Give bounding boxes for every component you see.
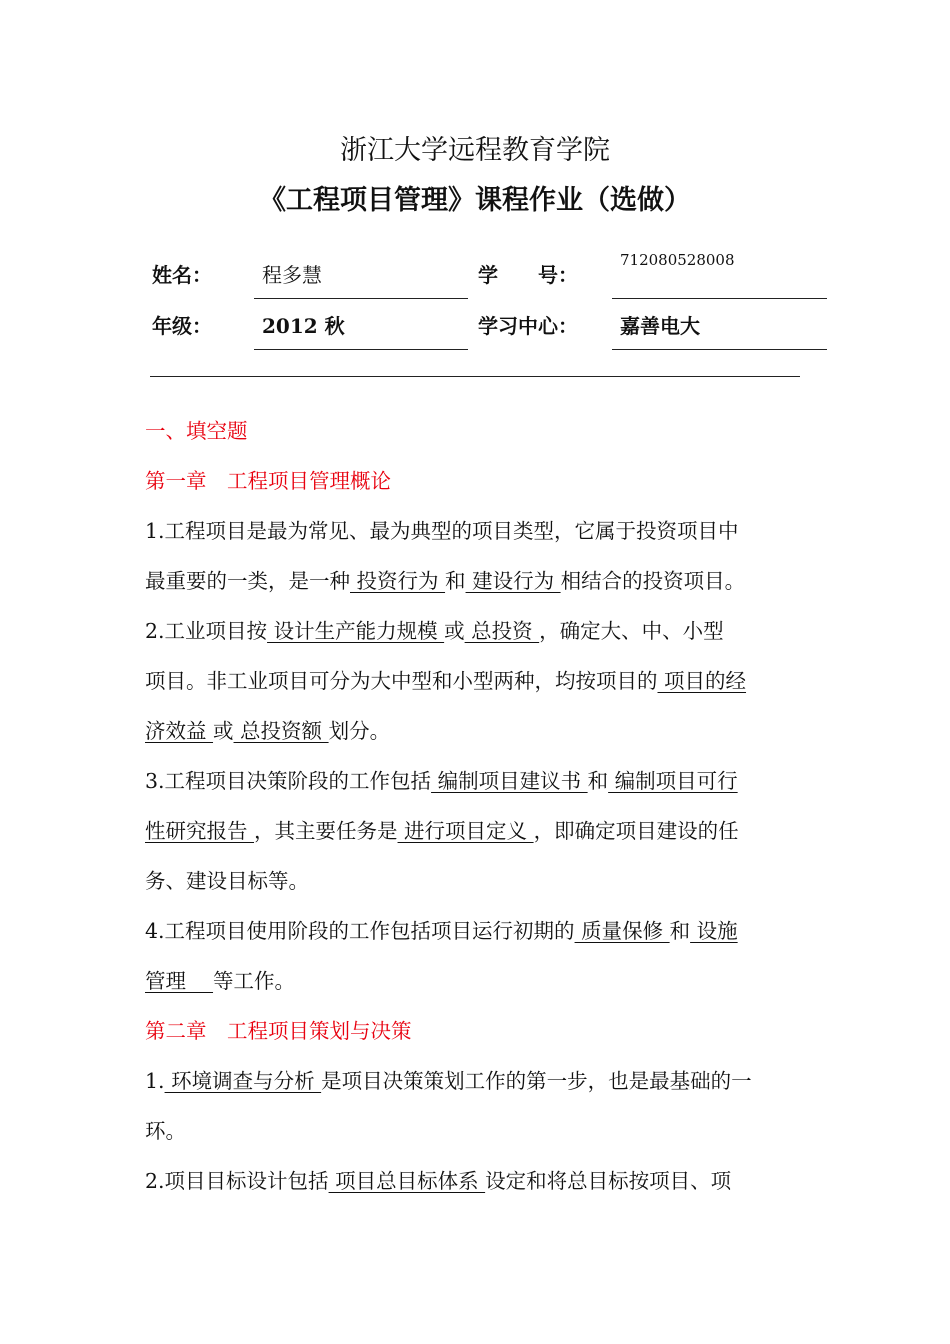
line-text: 或 [444,619,465,643]
answer-blank: 项目的经 [657,669,747,693]
paragraph-line [145,1056,807,1106]
line-text: ，其主要任务是 [254,819,398,843]
paragraph-line [145,606,807,656]
header-divider [150,376,800,377]
line-text: 是项目决策策划工作的第一步，也是最基础的一 [321,1069,752,1093]
answer-blank: 性研究报告 [145,819,255,843]
paragraph-line [145,956,807,1006]
answer-blank: 投资行为 [350,569,446,593]
line-text: ，确定大、中、小型 [539,619,724,643]
name-value: 程多慧 [262,263,322,287]
answer-blank: 总投资 [464,619,540,643]
paragraph-line [145,806,807,856]
answer-blank: 编制项目可行 [608,769,738,793]
line-text: 环。 [145,1119,186,1143]
line-text: 相结合的投资项目。 [560,569,746,593]
student-id-label: 学 号： [478,263,578,287]
paragraph-line [145,856,807,906]
line-text: 最重要的一类，是一种 [145,569,350,593]
line-text: 和 [669,919,691,943]
course-title: 《工程项目管理》课程作业（选做） [259,185,691,216]
line-text: 设定和将总目标按项目、项 [485,1169,732,1193]
line-text: 划分。 [328,719,391,743]
chapter-heading: 第二章 工程项目策划与决策 [145,1019,412,1043]
study-center-underline [612,349,827,350]
line-text: 或 [213,719,234,743]
answer-blank: 质量保修 [574,919,670,943]
answer-blank: 设计生产能力规模 [267,619,445,643]
paragraph-line [145,556,807,606]
chapter-heading: 第一章 工程项目管理概论 [145,469,391,493]
grade-value: 2012 秋 [262,314,345,338]
answer-blank: 管理 [145,969,214,993]
name-underline [254,298,468,299]
school-title: 浙江大学远程教育学院 [340,135,610,166]
answer-blank: 项目总目标体系 [328,1169,486,1193]
student-id-value: 712080528008 [620,251,735,269]
document-body [145,406,807,1206]
paragraph-line [145,506,807,556]
answer-blank: 济效益 [145,719,214,743]
grade-underline [254,349,468,350]
paragraph-line [145,906,807,956]
grade-label: 年级： [152,314,212,338]
line-text: 和 [587,769,609,793]
paragraph-line [145,1156,807,1206]
paragraph-line [145,706,807,756]
line-text: 3.工程项目决策阶段的工作包括 [145,769,432,793]
line-text: 等工作。 [213,969,296,993]
student-id-underline [612,298,827,299]
study-center-label: 学习中心： [478,314,578,338]
line-text: 2.项目目标设计包括 [145,1169,329,1193]
section-heading: 一、填空题 [145,419,248,443]
answer-blank: 建设行为 [465,569,561,593]
line-text: 1. [145,1069,165,1093]
study-center-value: 嘉善电大 [620,314,700,338]
line-text: 4.工程项目使用阶段的工作包括项目运行初期的 [145,919,575,943]
paragraph-line [145,756,807,806]
answer-blank: 总投资额 [233,719,329,743]
line-text: 1.工程项目是最为常见、最为典型的项目类型，它属于投资项目中 [145,519,739,543]
name-label: 姓名： [152,263,212,287]
line-text: 2.工业项目按 [145,619,268,643]
line-text: 务、建设目标等。 [145,869,309,893]
answer-blank: 设施 [690,919,738,943]
answer-blank: 进行项目定义 [397,819,534,843]
answer-blank: 环境调查与分析 [164,1069,322,1093]
line-text: 项目。非工业项目可分为大中型和小型两种，均按项目的 [145,669,658,693]
answer-blank: 编制项目建议书 [431,769,588,793]
paragraph-line [145,656,807,706]
paragraph-line [145,1106,807,1156]
line-text: 和 [445,569,466,593]
line-text: ，即确定项目建设的任 [533,819,739,843]
